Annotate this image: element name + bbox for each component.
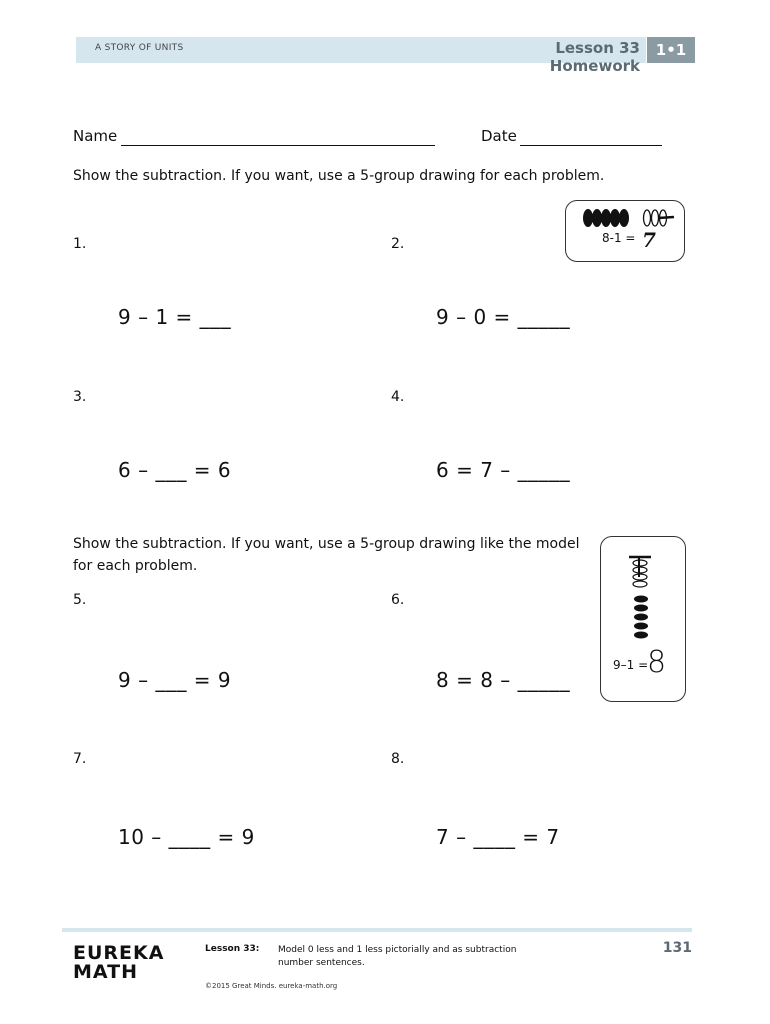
problem-8-number: 8.: [391, 751, 405, 767]
problem-7-equation[interactable]: 10 – ____ = 9: [118, 825, 255, 849]
logo-line-1: EUREKA: [73, 942, 165, 964]
lesson-title: Lesson 33 Homework: [549, 39, 640, 75]
problem-5-equation[interactable]: 9 – ___ = 9: [118, 668, 232, 692]
model-answer-2: 8: [647, 645, 667, 680]
date-field[interactable]: [520, 145, 662, 146]
problem-2-number: 2.: [391, 236, 405, 252]
series-label: A STORY OF UNITS: [95, 43, 184, 53]
footer-copyright: ©2015 Great Minds. eureka-math.org: [205, 982, 338, 990]
logo-line-2: MATH: [73, 961, 138, 983]
model-answer-1: 7: [642, 228, 656, 252]
footer-divider: [62, 928, 692, 932]
model-equation-1: 8-1 =: [602, 231, 636, 245]
problem-5-number: 5.: [73, 592, 87, 608]
problem-3-equation[interactable]: 6 – ___ = 6: [118, 458, 232, 482]
model-equation-2: 9–1 =: [613, 658, 649, 672]
problem-8-equation[interactable]: 7 – ____ = 7: [436, 825, 560, 849]
name-field[interactable]: [121, 145, 435, 146]
instruction-part2-line2: for each problem.: [73, 558, 198, 574]
problem-4-equation[interactable]: 6 = 7 – _____: [436, 458, 571, 482]
instruction-part1: Show the subtraction. If you want, use a 5-group drawing for each problem.: [73, 168, 605, 184]
name-label: Name: [73, 127, 118, 145]
eureka-math-logo: [73, 944, 164, 982]
problem-1-equation[interactable]: 9 – 1 = ___: [118, 305, 232, 329]
problem-2-equation[interactable]: 9 – 0 = _____: [436, 305, 571, 329]
problem-7-number: 7.: [73, 751, 87, 767]
footer-description: Model 0 less and 1 less pictorially and as subtraction number sentences.: [278, 945, 517, 968]
model-drawing-1: [565, 200, 685, 262]
vertical-five-group-drawing-icon: [601, 537, 685, 701]
problem-4-number: 4.: [391, 389, 405, 405]
instruction-part2: [73, 533, 593, 577]
model-drawing-2: [600, 536, 686, 702]
page-number: 131: [662, 940, 692, 956]
grade-module-badge: 1•1: [647, 37, 695, 63]
problem-6-equation[interactable]: 8 = 8 – _____: [436, 668, 571, 692]
date-label: Date: [481, 127, 517, 145]
problem-3-number: 3.: [73, 389, 87, 405]
footer-lesson-label: Lesson 33:: [205, 944, 260, 954]
problem-6-number: 6.: [391, 592, 405, 608]
problem-1-number: 1.: [73, 236, 87, 252]
instruction-part2-line1: Show the subtraction. If you want, use a 5-group drawing like the model: [73, 536, 580, 552]
